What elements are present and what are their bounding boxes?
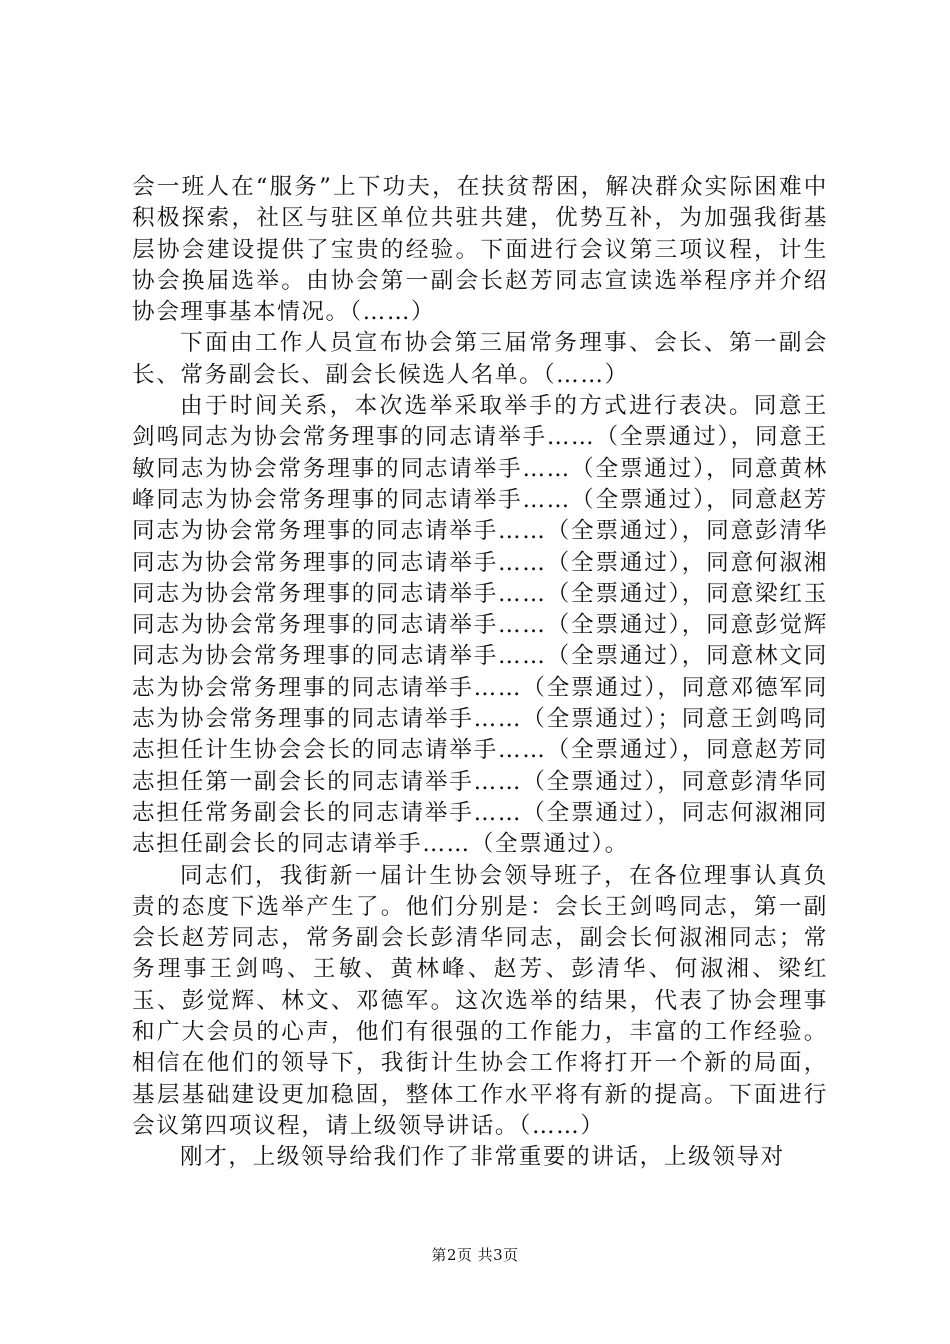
- paragraph-closing: 刚才，上级领导给我们作了非常重要的讲话，上级领导对: [180, 1144, 785, 1171]
- paragraph-election-result: 同志们，我街新一届计生协会领导班子，在各位理事认真负责的态度下选举产生了。他们分别是：会长王剑鸣同志，第一副会长赵芳同志，常务副会长彭清华同志，副会长何淑湘同志；常务理事王剑鸣、王敏、黄林峰、赵芳、彭清华、何淑湘、梁红玉、彭觉辉、林文、邓德军。这次选举的结果，代表了协会理事和广大会员的心声，他们有很强的工作能力，丰富的工作经验。相信在他们的领导下，我街计生协会工作将打开一个新的局面，基层基础建设更加稳固，整体工作水平将有新的提高。下面进行会议第四项议程，请上级领导讲话。（……）: [132, 862, 828, 1139]
- paragraph-continuation: 会一班人在“服务”上下功夫，在扶贫帮困，解决群众实际困难中积极探索，社区与驻区单位共驻共建，优势互补，为加强我街基层协会建设提供了宝贵的经验。下面进行会议第三项议程，计生协会换届选举。由协会第一副会长赵芳同志宣读选举程序并介绍协会理事基本情况。（……）: [132, 174, 828, 326]
- page-footer: 第2页 共3页: [431, 1246, 519, 1264]
- document-body: [132, 172, 828, 1174]
- paragraph-voting: 由于时间关系，本次选举采取举手的方式进行表决。同意王剑鸣同志为协会常务理事的同志请举手……（全票通过），同意王敏同志为协会常务理事的同志请举手……（全票通过），同意黄林峰同志为协会常务理事的同志请举手……（全票通过），同意赵芳同志为协会常务理事的同志请举手……（全票通过），同意彭清华同志为协会常务理事的同志请举手……（全票通过），同意何淑湘同志为协会常务理事的同志请举手……（全票通过），同意梁红玉同志为协会常务理事的同志请举手……（全票通过），同意彭觉辉同志为协会常务理事的同志请举手……（全票通过），同意林文同志为协会常务理事的同志请举手……（全票通过），同意邓德军同志为协会常务理事的同志请举手……（全票通过）；同意王剑鸣同志担任计生协会会长的同志请举手……（全票通过），同意赵芳同志担任第一副会长的同志请举手……（全票通过），同意彭清华同志担任常务副会长的同志请举手……（全票通过），同志何淑湘同志担任副会长的同志请举手……（全票通过）。: [132, 393, 828, 858]
- paragraph-candidate-list: 下面由工作人员宣布协会第三届常务理事、会长、第一副会长、常务副会长、副会长候选人名单。（……）: [132, 330, 828, 388]
